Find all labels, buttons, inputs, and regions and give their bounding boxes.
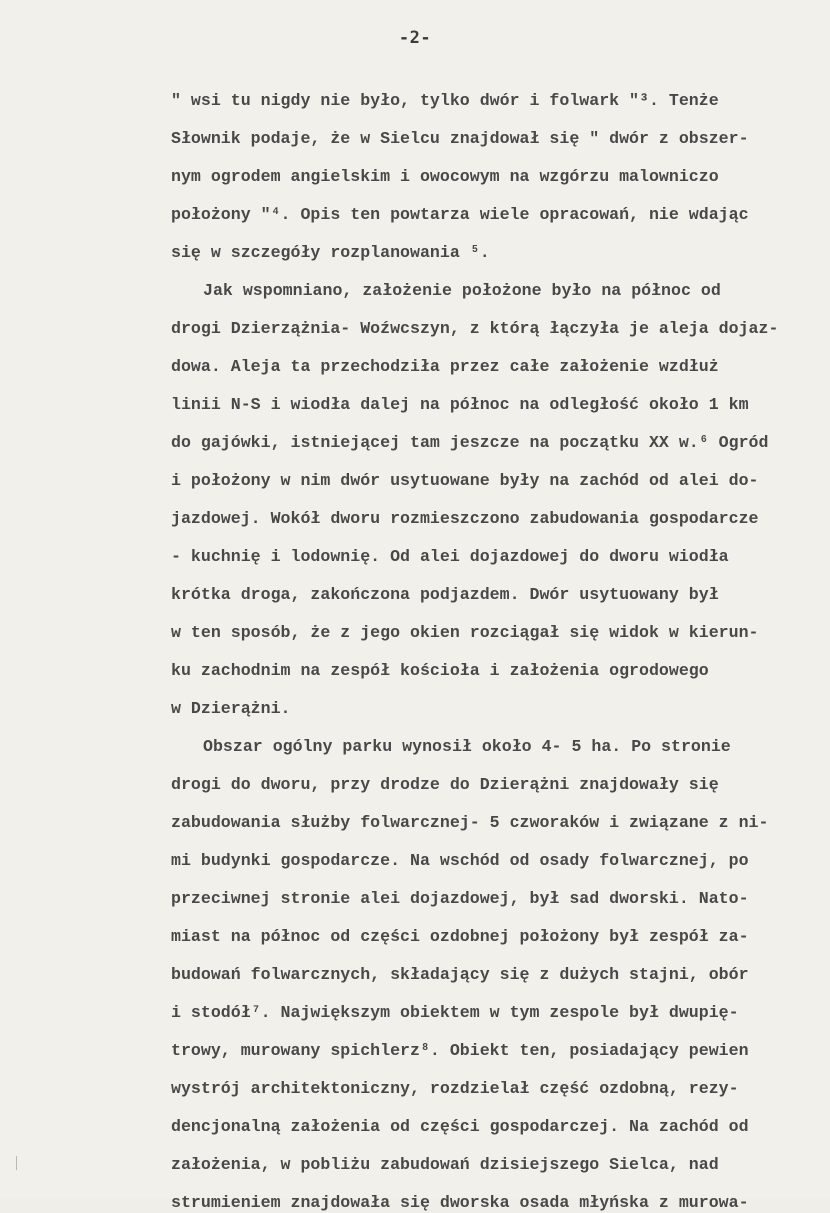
text-line: strumieniem znajdowała się dworska osada młyńska z murowa- bbox=[171, 1193, 749, 1212]
page-number: -2- bbox=[398, 28, 432, 48]
text-line: zabudowania służby folwarcznej- 5 czworaków i związane z ni- bbox=[171, 813, 769, 832]
page-edge-mark bbox=[16, 1156, 17, 1170]
text-line: budowań folwarcznych, składający się z dużych stajni, obór bbox=[171, 965, 749, 984]
text-line: miast na północ od części ozdobnej położony był zespół za- bbox=[171, 927, 749, 946]
text-line: mi budynki gospodarcze. Na wschód od osady folwarcznej, po bbox=[171, 851, 749, 870]
text-line: trowy, murowany spichlerz⁸. Obiekt ten, posiadający pewien bbox=[171, 1041, 749, 1060]
text-line: w Dzierążni. bbox=[171, 699, 291, 718]
text-line: położony "⁴. Opis ten powtarza wiele opracowań, nie wdając bbox=[171, 205, 749, 224]
text-line: ku zachodnim na zespół kościoła i założenia ogrodowego bbox=[171, 661, 709, 680]
text-line: linii N-S i wiodła dalej na północ na odległość około 1 km bbox=[171, 395, 749, 414]
text-line: i położony w nim dwór usytuowane były na zachód od alei do- bbox=[171, 471, 759, 490]
text-line: wystrój architektoniczny, rozdzielał część ozdobną, rezy- bbox=[171, 1079, 739, 1098]
text-line: w ten sposób, że z jego okien rozciągał się widok w kierun- bbox=[171, 623, 759, 642]
text-line: do gajówki, istniejącej tam jeszcze na początku XX w.⁶ Ogród bbox=[171, 433, 769, 452]
text-line: i stodół⁷. Największym obiektem w tym zespole był dwupię- bbox=[171, 1003, 739, 1022]
text-line: dowa. Aleja ta przechodziła przez całe założenie wzdłuż bbox=[171, 357, 719, 376]
text-line: Słownik podaje, że w Sielcu znajdował się " dwór z obszer- bbox=[171, 129, 749, 148]
text-line: przeciwnej stronie alei dojazdowej, był sad dworski. Nato- bbox=[171, 889, 749, 908]
text-line: krótka droga, zakończona podjazdem. Dwór usytuowany był bbox=[171, 585, 719, 604]
text-line: się w szczegóły rozplanowania ⁵. bbox=[171, 243, 490, 262]
text-line: Obszar ogólny parku wynosił około 4- 5 ha. Po stronie bbox=[203, 737, 731, 756]
text-line: Jak wspomniano, założenie położone było na północ od bbox=[203, 281, 721, 300]
text-line: jazdowej. Wokół dworu rozmieszczono zabudowania gospodarcze bbox=[171, 509, 759, 528]
text-line: " wsi tu nigdy nie było, tylko dwór i folwark "³. Tenże bbox=[171, 91, 719, 110]
text-line: - kuchnię i lodownię. Od alei dojazdowej do dworu wiodła bbox=[171, 547, 729, 566]
text-line: dencjonalną założenia od części gospodarczej. Na zachód od bbox=[171, 1117, 749, 1136]
text-line: drogi do dworu, przy drodze do Dzierążni znajdowały się bbox=[171, 775, 719, 794]
text-line: założenia, w pobliżu zabudowań dzisiejszego Sielca, nad bbox=[171, 1155, 719, 1174]
text-line: drogi Dzierzążnia- Woźwcszyn, z którą łączyła je aleja dojaz- bbox=[171, 319, 779, 338]
text-line: nym ogrodem angielskim i owocowym na wzgórzu malowniczo bbox=[171, 167, 719, 186]
